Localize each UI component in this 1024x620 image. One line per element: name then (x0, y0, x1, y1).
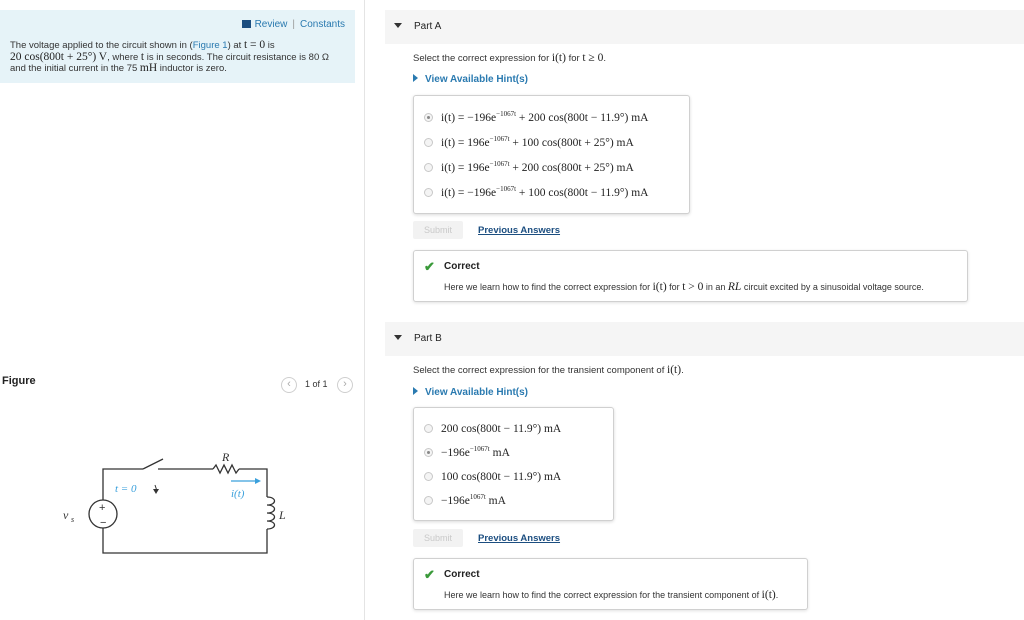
resistor-label: R (222, 450, 230, 464)
option-sup: −1067t (496, 185, 517, 194)
part-b-option-3[interactable] (424, 466, 561, 486)
part-a-option-4[interactable] (424, 182, 648, 202)
problem-text-1: The voltage applied to the circuit shown in ( (10, 40, 193, 51)
part-b-prompt-math: i(t) (667, 364, 682, 376)
constants-link[interactable]: Constants (299, 19, 345, 30)
part-b-header[interactable] (385, 322, 1024, 356)
part-b-feedback (413, 558, 808, 610)
part-a-title: Part A (414, 21, 442, 32)
circuit-diagram (55, 445, 295, 560)
part-b-option-1[interactable] (424, 418, 561, 438)
option-text (441, 493, 506, 507)
radio-icon[interactable] (424, 472, 433, 481)
review-constants-bar (242, 19, 345, 30)
part-a-feedback-message (444, 281, 924, 293)
option-post: + 100 cos(800t + 25°) mA (509, 136, 634, 149)
radio-selected-icon[interactable] (424, 448, 433, 457)
problem-math-mh: mH (139, 62, 158, 74)
current-label: i(t) (231, 488, 245, 500)
option-post: + 200 cos(800t + 25°) mA (509, 161, 634, 174)
problem-text-6: and the initial current in the 75 (10, 63, 140, 74)
problem-math-voltage: 20 cos(800t + 25°) V (10, 50, 108, 63)
part-b-option-2[interactable] (424, 442, 510, 462)
option-pre: i(t) = 196e (441, 136, 490, 149)
chevron-left-icon[interactable]: ‹ (281, 377, 297, 393)
feedback-text: Here we learn how to find the correct expression for the transient component of (444, 590, 762, 600)
part-a-option-1[interactable] (424, 107, 648, 127)
problem-text-4: , where (107, 51, 141, 63)
part-a-feedback-title: Correct (444, 261, 480, 272)
option-text (441, 160, 634, 174)
part-a-prompt-cond: t ≥ 0 (582, 52, 604, 64)
radio-icon[interactable] (424, 424, 433, 433)
separator: | (292, 19, 295, 30)
option-sup: −1067t (469, 445, 490, 454)
problem-math-t0: t = 0 (243, 39, 266, 51)
switch-blade (143, 459, 163, 469)
option-text (441, 469, 561, 483)
current-arrowhead (255, 478, 261, 484)
part-b-prompt-text: Select the correct expression for the transient component of (413, 365, 667, 376)
feedback-text-end: circuit excited by a sinusoidal voltage source. (741, 282, 924, 292)
option-sup: −1067t (489, 160, 510, 169)
feedback-text-mid: for (666, 282, 683, 292)
part-b-hint-label: View Available Hint(s) (425, 387, 528, 398)
source-label: v (63, 508, 69, 522)
checkmark-icon: ✔ (424, 259, 435, 274)
part-a-previous-answers-link[interactable]: Previous Answers (478, 225, 561, 236)
part-a-hint-link[interactable] (413, 74, 528, 85)
resistor (213, 465, 239, 473)
inductor (267, 497, 275, 529)
inductor-label: L (279, 508, 286, 522)
radio-icon[interactable] (424, 496, 433, 505)
source-sub: s (71, 515, 75, 524)
feedback-math: i(t) (761, 589, 776, 601)
option-text (441, 110, 648, 124)
part-b-feedback-message (444, 589, 778, 601)
part-a-prompt-text: Select the correct expression for (413, 53, 552, 64)
problem-text-5: is in seconds. The circuit resistance is 80 Ω (144, 51, 329, 63)
part-a-header[interactable] (385, 10, 1024, 44)
option-text (441, 421, 561, 435)
problem-text-3: is (265, 40, 275, 51)
option-pre: 200 cos(800t − 11.9°) mA (441, 422, 562, 435)
feedback-text: Here we learn how to find the correct expression for (444, 282, 653, 292)
part-a-prompt-math: i(t) (551, 52, 566, 64)
switch-label: t = 0 (115, 483, 137, 495)
chevron-right-icon[interactable]: › (337, 377, 353, 393)
option-post: + 100 cos(800t − 11.9°) mA (516, 186, 649, 199)
option-text (441, 185, 648, 199)
part-b-feedback-title: Correct (444, 569, 480, 580)
caret-right-icon (413, 74, 418, 82)
radio-icon[interactable] (424, 138, 433, 147)
option-pre: −196e (441, 494, 470, 507)
option-pre: −196e (441, 446, 470, 459)
part-b-option-4[interactable] (424, 490, 506, 510)
feedback-cond: t > 0 (682, 281, 704, 293)
part-a-feedback (413, 250, 968, 302)
collapse-triangle-icon (394, 23, 402, 28)
part-a-prompt-mid: for (565, 53, 583, 64)
problem-text-2: ) at (227, 40, 244, 51)
option-pre: i(t) = −196e (441, 186, 497, 199)
option-text (441, 135, 634, 149)
part-a-hint-label: View Available Hint(s) (425, 74, 528, 85)
problem-math-t: t (140, 50, 145, 63)
part-a-option-2[interactable] (424, 132, 634, 152)
figure-link[interactable]: Figure 1 (192, 40, 228, 51)
part-a-option-3[interactable] (424, 157, 634, 177)
feedback-text-end: . (775, 590, 779, 600)
figure-counter: 1 of 1 (305, 379, 328, 389)
part-b-submit-button[interactable]: Submit (413, 529, 463, 547)
review-icon (242, 20, 251, 28)
part-b-previous-answers-link[interactable]: Previous Answers (478, 533, 561, 544)
part-a-submit-button[interactable]: Submit (413, 221, 463, 239)
option-sup: −1067t (496, 110, 517, 119)
wire-bottom (103, 528, 267, 553)
collapse-triangle-icon (394, 335, 402, 340)
option-pre: i(t) = 196e (441, 161, 490, 174)
problem-statement-panel (0, 10, 355, 83)
option-post: mA (489, 446, 510, 459)
feedback-rl: RL (727, 281, 742, 293)
switch-arrowhead (153, 489, 159, 494)
figure-label: Figure (2, 375, 36, 387)
problem-text (10, 40, 350, 75)
caret-right-icon (413, 387, 418, 395)
option-sup: −1067t (489, 135, 510, 144)
option-sup: 1067t (469, 493, 486, 502)
feedback-text-mid2: in an (703, 282, 728, 292)
checkmark-icon: ✔ (424, 567, 435, 582)
option-pre: i(t) = −196e (441, 111, 497, 124)
source-minus: − (100, 517, 107, 529)
radio-icon[interactable] (424, 188, 433, 197)
feedback-math: i(t) (652, 281, 667, 293)
part-b-prompt-end: . (681, 365, 684, 376)
review-link[interactable]: Review (254, 19, 288, 30)
radio-selected-icon[interactable] (424, 113, 433, 122)
part-a-options (413, 95, 690, 214)
part-a-prompt (413, 52, 606, 64)
problem-text-7: inductor is zero. (157, 63, 227, 74)
part-b-hint-link[interactable] (413, 387, 528, 398)
source-plus: + (99, 502, 106, 514)
part-a-prompt-end: . (603, 53, 606, 64)
option-post: + 200 cos(800t − 11.9°) mA (516, 111, 649, 124)
panel-divider (364, 0, 365, 620)
option-post: mA (485, 494, 506, 507)
option-pre: 100 cos(800t − 11.9°) mA (441, 470, 562, 483)
part-b-title: Part B (414, 333, 442, 344)
radio-icon[interactable] (424, 163, 433, 172)
part-b-prompt (413, 364, 684, 376)
part-b-options (413, 407, 614, 521)
option-text (441, 445, 510, 459)
